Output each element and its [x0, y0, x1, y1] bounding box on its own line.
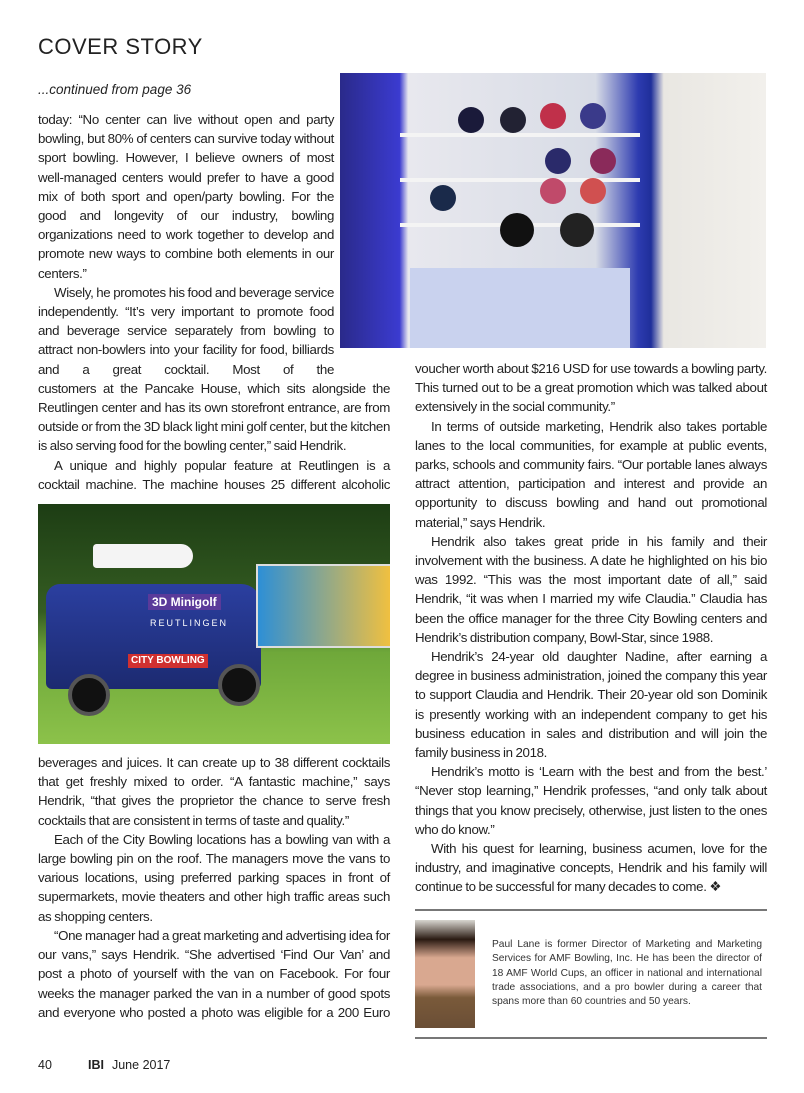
author-box: [415, 911, 767, 1037]
paragraph: Hendrik’s 24-year old daughter Nadine, after earning a degree in business administration, joined the company this year to support Claudia and Hendrik. Their 20-year old son Dominik is presently working with an independent company to get his business education in sales and distribution and will join the family business in 2018.: [415, 649, 767, 761]
paragraph: beverages and juices. It can create up to 38 different cocktails that get freshly mixed to order. “A fantastic machine,” says Hendrik, “that gives the proprietor the chance to serve fresh cocktails that are consistent in terms of taste and quality.”: [38, 755, 390, 828]
page-number: 40: [38, 1057, 52, 1072]
paragraph: Hendrik’s motto is ‘Learn with the best and from the best.’ “Never stop learning,” Hendrik professes, “and only talk about things that you know precisely, otherwise, just listen to the ones who do know.”: [415, 764, 767, 837]
van-sign: REUTLINGEN: [150, 618, 229, 629]
van-sign: CITY BOWLING: [128, 654, 208, 668]
paragraph: With his quest for learning, business acumen, love for the industry, and imaginative concepts, Hendrik and his family will continue to be successful for many decades to come. ❖: [415, 841, 767, 895]
paragraph: customers at the Pancake House, which sits alongside the Reutlingen center and has its own storefront entrance, are from outside or from the 3D black light mini golf center, but the kitchen is also serving food for the bowling center,” said Hendrik.: [38, 380, 390, 454]
paragraph: Each of the City Bowling locations has a bowling van with a large bowling pin on the roof. The managers move the vans to various locations, using preferred parking spaces in front of supermarkets, movie theaters and other high traffic areas such as shopping centers.: [38, 831, 390, 924]
continued-note: ...continued from page 36: [38, 82, 192, 97]
paragraph: voucher worth about $216 USD for use towards a bowling party. This turned out to be a great promotion which was talked about extensively in the social community.”: [415, 361, 767, 415]
paragraph: “One manager had a great marketing and advertising idea for our vans,” says Hendrik. “She advertised ‘Find Our Van’ and post a photo of yourself with the van on Facebook. For four weeks the manager parked the van in a number of good spots and everyone who posted a photo was eligible for a 200 Euro: [38, 927, 390, 1020]
divider: [415, 1037, 767, 1039]
column-2: [415, 110, 767, 1039]
paragraph: In terms of outside marketing, Hendrik also takes portable lanes to the local communities, for example at public events, parks, schools and community fairs. “Our portable lanes always attract attention, participation and interest and provide an opportunity to discuss bowling and hand out promotional material,” says Hendrik.: [415, 418, 767, 530]
column1-top-text: [38, 110, 334, 379]
section-title: COVER STORY: [38, 34, 203, 59]
column2-text: [415, 359, 767, 897]
page-footer: [0, 1039, 804, 1093]
issue-date: June 2017: [111, 1057, 171, 1072]
paragraph: A unique and highly popular feature at Reutlingen is a cocktail machine. The machine houses 25 different alcoholic: [38, 457, 390, 492]
paragraph: Hendrik also takes great pride in his family and their involvement with the business. A date he highlighted on his bio was 1992. “This was the most important date of all,” said Hendrik, “it was when I married my wife Claudia.” Claudia has been the office manager for the three City Bowling centers and Hendrik’s distribution company, Bowl-Star, since 1988.: [415, 533, 767, 645]
paragraph: Wisely, he promotes his food and beverage service independently. “It’s very important to promote food and beverage service separately from bowling to attract non-bowlers into your facility for food, billiards and a great cocktail. Most of the: [38, 284, 334, 377]
column-1: [38, 110, 390, 1022]
bowling-van-photo: [38, 504, 390, 744]
column1-middle-text: [38, 379, 390, 494]
van-sign: 3D Minigolf: [148, 594, 221, 610]
column1-bottom-text: [38, 753, 390, 1022]
author-bio: Paul Lane is former Director of Marketing and Marketing Services for AMF Bowling, Inc. He has been the director of 18 AMF World Cups, an officer in national and international trade associations, and a pro bowler during a career that spans more than 60 countries and 50 years.: [492, 939, 762, 1007]
magazine-name: IBI: [88, 1057, 104, 1072]
author-photo: [415, 920, 475, 1028]
paragraph: today: “No center can live without open and party bowling, but 80% of centers can survive today without sport bowling. However, I believe owners of most well-managed centers would prefer to have a good mix of both sport and open/party bowling. For the good and longevity of our industry, bowling organizations need to work together to develop and promote new ways to combine both elements in our centers.”: [38, 112, 334, 281]
